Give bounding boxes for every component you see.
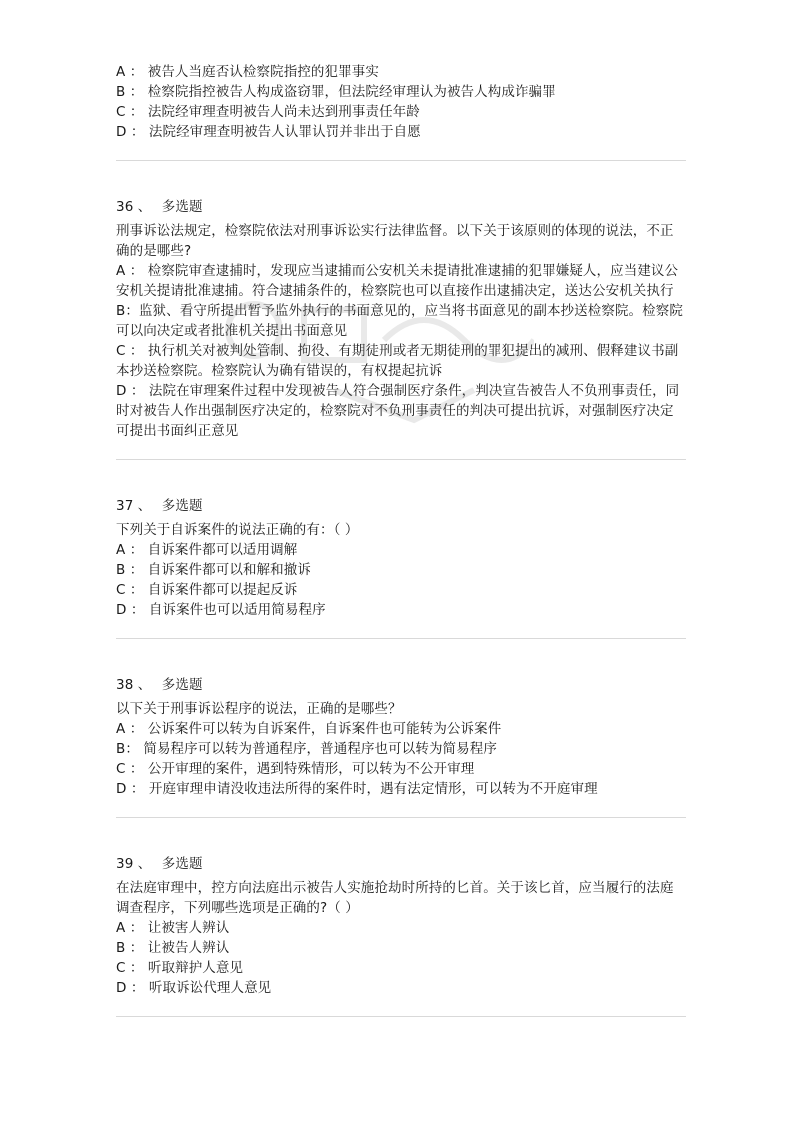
question-type: 多选题: [161, 856, 203, 872]
question-type: 多选题: [161, 677, 203, 693]
question-number: 37 、: [116, 498, 152, 514]
question-stem: 以下关于刑事诉讼程序的说法，正确的是哪些？: [116, 701, 402, 717]
question-header: [116, 854, 686, 874]
question-36: [116, 197, 686, 441]
option-b: B ： 让被告人辨认: [116, 940, 230, 956]
question-39: [116, 854, 686, 998]
option-c: C ： 法院经审理查明被告人尚未达到刑事责任年龄: [116, 104, 420, 120]
question-stem: 下列关于自诉案件的说法正确的有：（ ）: [116, 522, 359, 538]
question-number: 36 、: [116, 199, 152, 215]
option-d: D ： 听取诉讼代理人意见: [116, 980, 272, 996]
option-c: C ： 听取辩护人意见: [116, 960, 244, 976]
option-a: A ： 让被害人辨认: [116, 920, 230, 936]
option-c: C ： 公开审理的案件，遇到特殊情形，可以转为不公开审理: [116, 761, 475, 777]
document-page: [116, 62, 686, 1017]
option-b: B：监狱、看守所提出暂予监外执行的书面意见的，应当将书面意见的副本抄送检察院。检察院可以向决定或者批准机关提出书面意见: [116, 303, 683, 339]
option-d: D ： 开庭审理申请没收违法所得的案件时，遇有法定情形，可以转为不开庭审理: [116, 781, 598, 797]
divider: [116, 459, 686, 460]
question-type: 多选题: [161, 199, 203, 215]
option-a: A ： 公诉案件可以转为自诉案件，自诉案件也可能转为公诉案件: [116, 721, 502, 737]
question-37: [116, 496, 686, 620]
question-stem: 刑事诉讼法规定，检察院依法对刑事诉讼实行法律监督。以下关于该原则的体现的说法，不正确的是哪些?: [116, 223, 674, 259]
option-a: A ： 检察院审查逮捕时，发现应当逮捕而公安机关未提请批准逮捕的犯罪嫌疑人，应当建议公安机关提请批准逮捕。符合逮捕条件的，检察院也可以直接作出逮捕决定，送达公安机关执行: [116, 263, 679, 299]
option-a: A ： 被告人当庭否认检察院指控的犯罪事实: [116, 64, 379, 80]
option-b: B： 简易程序可以转为普通程序，普通程序也可以转为简易程序: [116, 741, 497, 757]
divider: [116, 638, 686, 639]
question-header: [116, 675, 686, 695]
option-a: A ： 自诉案件都可以适用调解: [116, 542, 298, 558]
question-header: [116, 197, 686, 217]
question-number: 39 、: [116, 856, 152, 872]
question-stem: 在法庭审理中，控方向法庭出示被告人实施抢劫时所持的匕首。关于该匕首，应当履行的法庭调查程序，下列哪些选项是正确的?（ ）: [116, 880, 674, 916]
question-38: [116, 675, 686, 799]
divider: [116, 1016, 686, 1017]
divider: [116, 160, 686, 161]
divider: [116, 817, 686, 818]
option-c: C ： 执行机关对被判处管制、拘役、有期徒刑或者无期徒刑的罪犯提出的减刑、假释建议书副本抄送检察院。检察院认为确有错误的，有权提起抗诉: [116, 343, 679, 379]
question-number: 38 、: [116, 677, 152, 693]
option-c: C ： 自诉案件都可以提起反诉: [116, 582, 298, 598]
option-d: D ： 法院经审理查明被告人认罪认罚并非出于自愿: [116, 124, 421, 140]
option-d: D ： 自诉案件也可以适用简易程序: [116, 602, 326, 618]
option-b: B ： 检察院指控被告人构成盗窃罪，但法院经审理认为被告人构成诈骗罪: [116, 84, 556, 100]
question-type: 多选题: [161, 498, 203, 514]
prev-question-options: [116, 62, 686, 142]
option-d: D ： 法院在审理案件过程中发现被告人符合强制医疗条件，判决宣告被告人不负刑事责任，同时对被告人作出强制医疗决定的，检察院对不负刑事责任的判决可提出抗诉，对强制医疗决定可提出书面纠正意见: [116, 383, 680, 439]
option-b: B ： 自诉案件都可以和解和撤诉: [116, 562, 311, 578]
question-header: [116, 496, 686, 516]
